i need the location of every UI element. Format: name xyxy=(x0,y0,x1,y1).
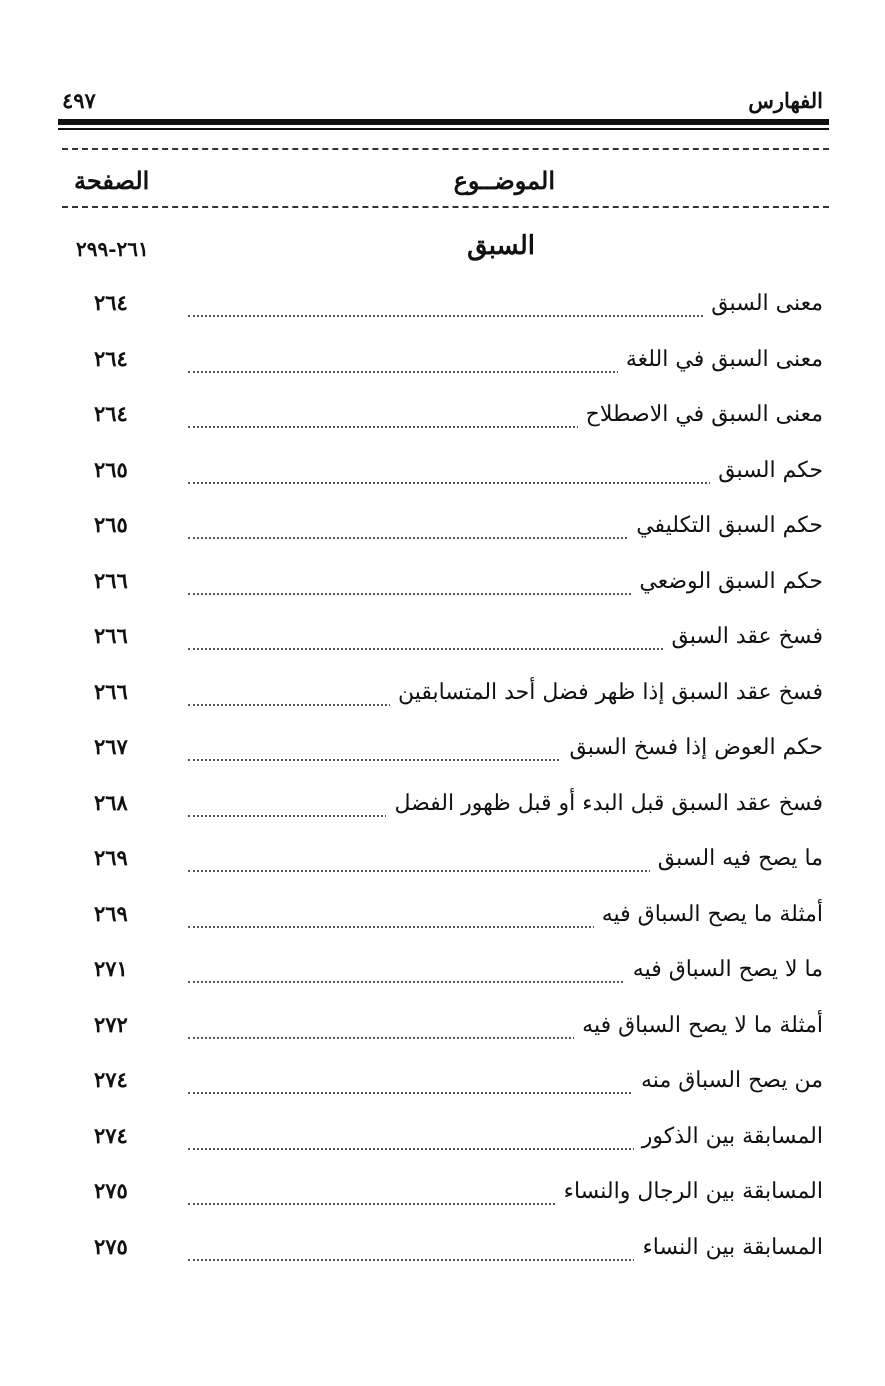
index-entry xyxy=(0,340,885,396)
entry-title: معنى السبق xyxy=(703,287,823,321)
entry-page-number: ٢٦٦ xyxy=(94,678,128,704)
entry-title: فسخ عقد السبق قبل البدء أو قبل ظهور الفضل xyxy=(386,787,823,821)
index-entry xyxy=(0,673,885,729)
entry-page-number: ٢٧٤ xyxy=(94,1067,128,1092)
index-entry-list xyxy=(0,284,885,1283)
entry-page-number: ٢٦٧ xyxy=(94,734,128,759)
index-entry xyxy=(0,1061,885,1117)
index-entry xyxy=(0,1172,885,1228)
index-entry xyxy=(0,451,885,507)
index-entry xyxy=(0,284,885,340)
index-entry xyxy=(0,950,885,1006)
section-heading: السبق xyxy=(467,231,535,261)
entry-page-number: ٢٦٤ xyxy=(94,290,128,315)
entry-title: حكم السبق الوضعي xyxy=(631,565,823,599)
index-entry xyxy=(0,1117,885,1173)
entry-title: فسخ عقد السبق إذا ظهر فضل أحد المتسابقين xyxy=(390,676,823,710)
entry-page-number: ٢٦٦ xyxy=(94,623,128,648)
entry-title: معنى السبق في اللغة xyxy=(618,343,823,377)
page-number: ٤٩٧ xyxy=(62,88,96,113)
entry-page-number: ٢٧٥ xyxy=(94,1178,128,1203)
entry-page-number: ٢٦٤ xyxy=(94,401,128,426)
entry-title: ما يصح فيه السبق xyxy=(650,842,823,876)
entry-title: أمثلة ما لا يصح السباق فيه xyxy=(574,1009,823,1043)
index-entry xyxy=(0,617,885,673)
column-header-bottom-dashed-rule xyxy=(62,206,829,208)
entry-title: فسخ عقد السبق xyxy=(663,620,823,654)
entry-title: من يصح السباق منه xyxy=(633,1064,823,1098)
index-entry xyxy=(0,728,885,784)
index-entry xyxy=(0,1228,885,1284)
entry-page-number: ٢٦٥ xyxy=(94,456,128,482)
entry-page-number: ٢٦٥ xyxy=(94,512,128,537)
entry-title: حكم السبق التكليفي xyxy=(628,509,823,543)
index-entry xyxy=(0,784,885,840)
index-entry xyxy=(0,395,885,451)
column-header-top-dashed-rule xyxy=(62,148,829,150)
running-header-title: الفهارس xyxy=(748,88,823,113)
entry-title: المسابقة بين الرجال والنساء xyxy=(556,1175,823,1209)
entry-page-number: ٢٧١ xyxy=(94,956,128,981)
entry-page-number: ٢٦٩ xyxy=(94,845,128,870)
index-entry xyxy=(0,839,885,895)
entry-title: معنى السبق في الاصطلاح xyxy=(578,398,823,432)
index-entry xyxy=(0,895,885,951)
entry-title: حكم العوض إذا فسخ السبق xyxy=(561,731,823,765)
index-entry xyxy=(0,1006,885,1062)
index-entry xyxy=(0,506,885,562)
page-column-header: الصفحة xyxy=(74,166,150,195)
running-header xyxy=(62,86,823,118)
entry-title: ما لا يصح السباق فيه xyxy=(625,953,823,987)
entry-page-number: ٢٦٨ xyxy=(94,789,128,815)
section-page-range: ٢٦١-٢٩٩ xyxy=(76,237,149,261)
subject-column-header: الموضــوع xyxy=(453,166,555,195)
entry-title: حكم السبق xyxy=(710,454,823,488)
entry-page-number: ٢٧٢ xyxy=(94,1011,128,1037)
entry-page-number: ٢٧٤ xyxy=(94,1122,128,1148)
entry-title: المسابقة بين النساء xyxy=(634,1231,823,1265)
entry-page-number: ٢٧٥ xyxy=(94,1233,128,1259)
header-rule-thick xyxy=(58,119,829,125)
entry-title: المسابقة بين الذكور xyxy=(634,1120,823,1154)
entry-page-number: ٢٦٤ xyxy=(94,345,128,371)
entry-page-number: ٢٦٦ xyxy=(94,567,128,593)
entry-title: أمثلة ما يصح السباق فيه xyxy=(594,898,823,932)
header-rule-thin xyxy=(58,128,829,130)
index-entry xyxy=(0,562,885,618)
entry-page-number: ٢٦٩ xyxy=(94,900,128,926)
